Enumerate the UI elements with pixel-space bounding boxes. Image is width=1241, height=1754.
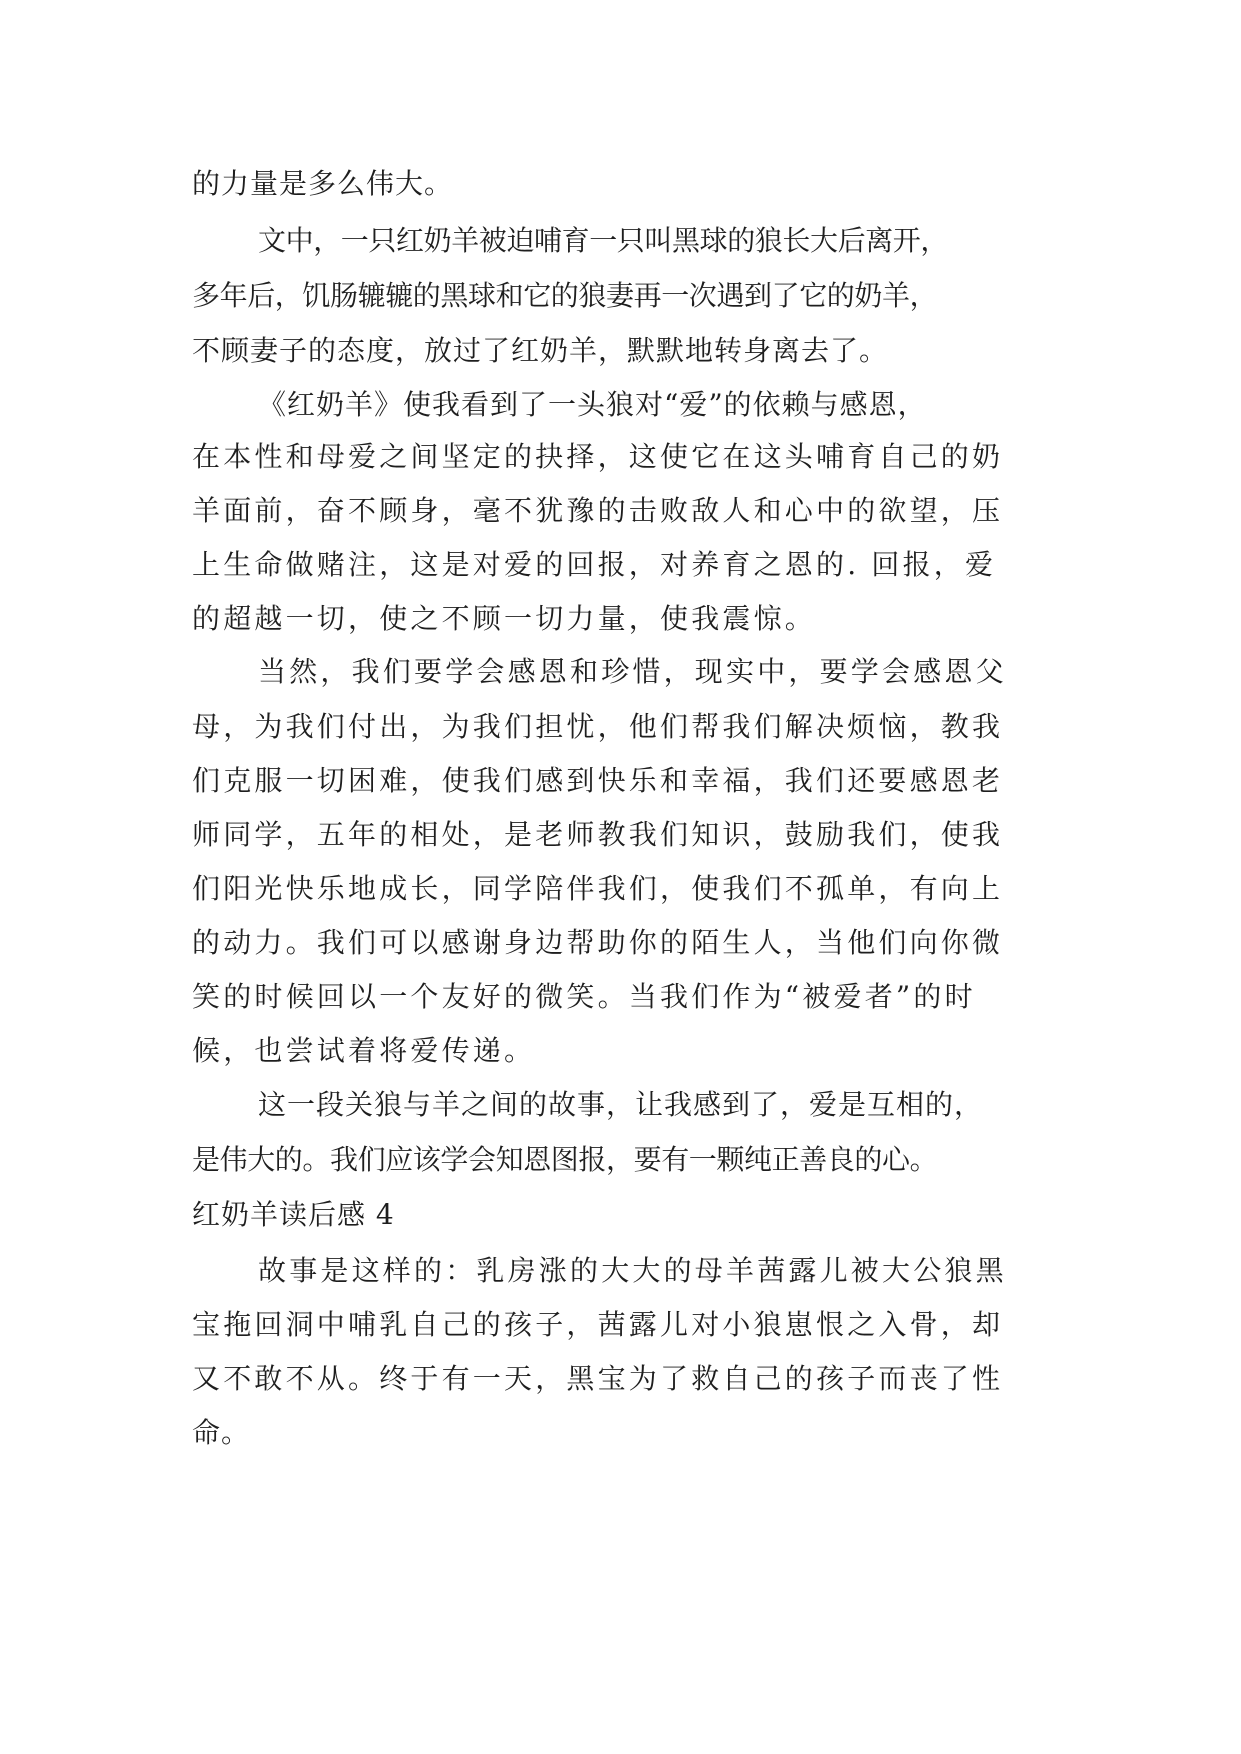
section-heading: 红奶羊读后感 4: [192, 1198, 395, 1231]
text-line: 师同学，五年的相处，是老师教我们知识，鼓励我们，使我: [192, 818, 1004, 851]
text-line: 又不敢不从。终于有一天，黑宝为了救自己的孩子而丧了性: [192, 1362, 1004, 1395]
text-line: 的超越一切，使之不顾一切力量，使我震惊。: [192, 602, 817, 635]
text-line: 母，为我们付出，为我们担忧，他们帮我们解决烦恼，教我: [192, 710, 1004, 743]
text-line: 这一段关狼与羊之间的故事，让我感到了，爱是互相的，: [258, 1088, 984, 1121]
text-line: 们克服一切困难，使我们感到快乐和幸福，我们还要感恩老: [192, 764, 1004, 797]
text-line: 不顾妻子的态度，放过了红奶羊，默默地转身离去了。: [192, 334, 889, 367]
text-line: 的力量是多么伟大。: [192, 167, 454, 200]
text-line: 文中，一只红奶羊被迫哺育一只叫黑球的狼长大后离开，: [258, 224, 949, 257]
text-line: 在本性和母爱之间坚定的抉择，这使它在这头哺育自己的奶: [192, 440, 1004, 473]
text-line: 故事是这样的：乳房涨的大大的母羊茜露儿被大公狼黑: [258, 1254, 1007, 1287]
text-line: 的动力。我们可以感谢身边帮助你的陌生人，当他们向你微: [192, 926, 1004, 959]
text-line: 是伟大的。我们应该学会知恩图报，要有一颗纯正善良的心。: [192, 1143, 938, 1176]
text-line: 多年后，饥肠辘辘的黑球和它的狼妻再一次遇到了它的奶羊，: [192, 279, 938, 312]
text-line: 上生命做赌注，这是对爱的回报，对养育之恩的. 回报，爱: [192, 548, 997, 581]
text-line: 宝拖回洞中哺乳自己的孩子，茜露儿对小狼崽恨之入骨，却: [192, 1308, 1004, 1341]
text-line: 《红奶羊》使我看到了一头狼对“爱”的依赖与感恩，: [258, 388, 927, 421]
text-line: 们阳光快乐地成长，同学陪伴我们，使我们不孤单，有向上: [192, 872, 1004, 905]
text-line: 命。: [192, 1416, 251, 1449]
text-line: 当然，我们要学会感恩和珍惜，现实中，要学会感恩父: [258, 655, 1007, 688]
text-line: 候，也尝试着将爱传递。: [192, 1034, 536, 1067]
text-line: 羊面前，奋不顾身，毫不犹豫的击败敌人和心中的欲望，压: [192, 494, 1004, 527]
text-line: 笑的时候回以一个友好的微笑。当我们作为“被爱者”的时: [192, 980, 976, 1013]
